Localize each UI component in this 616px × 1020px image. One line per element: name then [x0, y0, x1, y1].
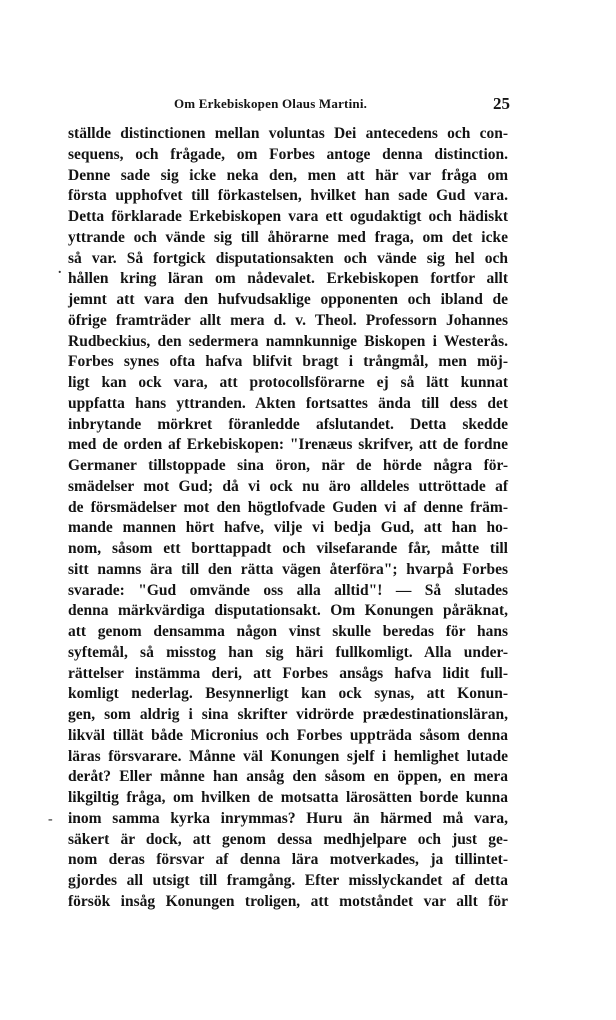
margin-dash-mark: -	[48, 812, 53, 827]
text-line: öfrige framträder allt mera d. v. Theol. Professorn Johannes	[68, 311, 508, 329]
text-line: syftemål, så misstog han sig häri fullkomligt. Alla under-	[68, 643, 508, 661]
text-line: nom deras försvar af denna lära motverkades, ja tillintet-	[68, 851, 508, 869]
text-line: uppfatta hans yttranden. Akten fortsattes ända till dess det	[68, 394, 508, 412]
text-line: deråt? Eller månne han ansåg den såsom en öppen, en mera	[68, 768, 508, 786]
text-line: inbrytande mörkret föranledde afslutandet. Detta skedde	[68, 415, 508, 433]
text-line: smädelser mot Gud; då vi ock nu äro alldeles uttröttade af	[68, 477, 508, 495]
running-title: Om Erkebiskopen Olaus Martini.	[174, 96, 368, 111]
text-line: de försmädelser mot den högtlofvade Guden vi af denne främ-	[68, 498, 508, 516]
text-line: Forbes synes ofta hafva blifvit bragt i trångmål, men möj-	[68, 353, 508, 371]
text-line: sequens, och frågade, om Forbes antoge denna distinction.	[68, 145, 508, 163]
text-line: mande mannen hört hafve, vilje vi bedja Gud, att han ho-	[68, 519, 508, 537]
text-line: ligt kan ock vara, att protocollsförarne ej så lätt kunnat	[68, 374, 508, 391]
text-line: nom, såsom ett borttappadt och vilsefarande får, måtte till	[68, 540, 508, 557]
text-line: hållen kring läran om nådevalet. Erkebiskopen fortfor allt	[68, 270, 508, 288]
margin-dot-mark: .	[58, 262, 62, 277]
text-line: läras försvarare. Månne väl Konungen sjelf i hemlighet lutade	[68, 747, 508, 765]
text-line: ställde distinctionen mellan voluntas Dei antecedens och con-	[68, 125, 508, 142]
text-line: likväl tillät både Micronius och Forbes uppträda såsom denna	[68, 726, 508, 744]
text-line: rättelser instämma deri, att Forbes ansågs hafva lidit full-	[68, 664, 508, 682]
body-text	[68, 124, 508, 913]
page-header	[68, 96, 510, 118]
text-line: Germaner tillstoppade sina öron, när de hörde några för-	[68, 457, 508, 474]
text-line: komligt nederlag. Besynnerligt kan ock synas, att Konun-	[68, 685, 508, 703]
text-line: svarade: "Gud omvände oss alla alltid"! — Så slutades	[68, 581, 508, 599]
text-line: denna märkvärdiga disputationsakt. Om Konungen påräknat,	[68, 602, 508, 620]
text-line: Rudbeckius, den sedermera namnkunnige Biskopen i Westerås.	[68, 332, 508, 350]
text-line: så var. Så fortgick disputationsakten och vände sig hel och	[68, 249, 508, 267]
text-line: inom samma kyrka inrymmas? Huru än härmed må vara,	[68, 809, 508, 827]
text-line: sitt namns ära till den rätta vägen återföra"; hvarpå Forbes	[68, 560, 508, 578]
text-line: Denne sade sig icke neka den, men att här var fråga om	[68, 166, 508, 184]
text-line: Detta förklarade Erkebiskopen vara ett ogudaktigt och hädiskt	[68, 208, 508, 225]
text-line: likgiltig fråga, om hvilken de motsatta lärosätten borde kunna	[68, 789, 508, 806]
text-line: jemnt att vara den hufvudsaklige opponenten och ibland de	[68, 291, 508, 308]
page-number: 25	[493, 94, 510, 113]
text-line: gen, som aldrig i sina skrifter vidrörde prædestinationsläran,	[68, 706, 508, 723]
text-line: yttrande och vände sig till åhörarne med fraga, om det icke	[68, 228, 508, 246]
text-line: gjordes all utsigt till framgång. Efter misslyckandet af detta	[68, 872, 508, 889]
text-line: med de orden af Erkebiskopen: "Irenæus skrifver, att de fordne	[68, 436, 508, 454]
text-line: första upphofvet till förkastelsen, hvilket han sade Gud vara.	[68, 187, 508, 205]
text-line: säkert är dock, att genom dessa medhjelpare och just ge-	[68, 830, 508, 848]
text-line: försök insåg Konungen troligen, att motståndet var allt för	[68, 892, 508, 910]
text-line: att genom densamma någon vinst skulle beredas för hans	[68, 623, 508, 640]
